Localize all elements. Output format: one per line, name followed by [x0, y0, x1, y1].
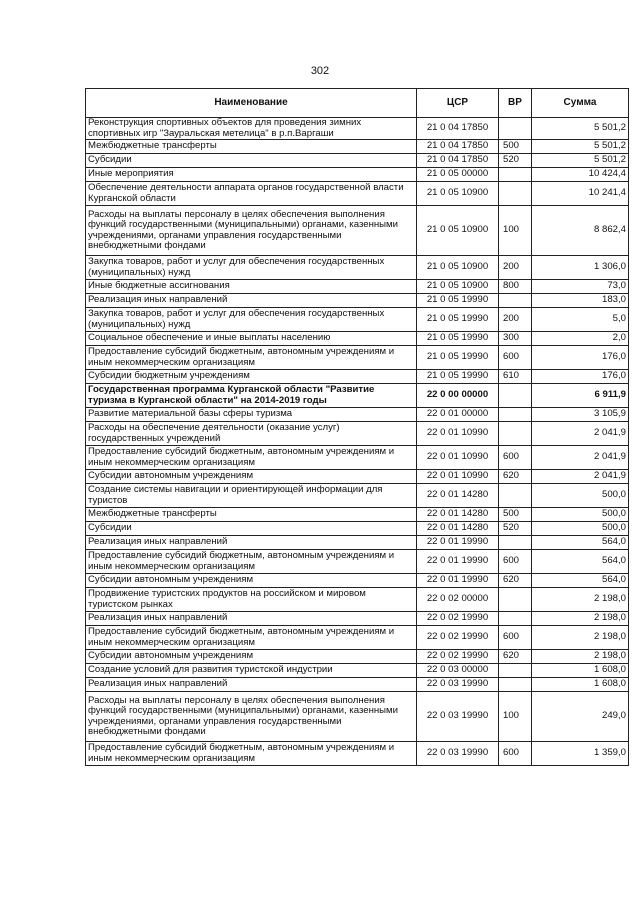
row-name: Создание системы навигации и ориентирующей информации для туристов: [86, 484, 417, 508]
row-vr: 620: [499, 650, 532, 664]
row-name: Предоставление субсидий бюджетным, автономным учреждениям и иным некоммерческим организациям: [86, 446, 417, 470]
row-vr: 600: [499, 550, 532, 574]
row-csr: 22 0 03 19990: [417, 678, 499, 692]
row-csr: 22 0 02 00000: [417, 588, 499, 612]
row-vr: [499, 678, 532, 692]
row-sum: 2 198,0: [532, 626, 629, 650]
row-csr: 21 0 05 19990: [417, 370, 499, 384]
row-sum: 2 041,9: [532, 470, 629, 484]
row-vr: 520: [499, 154, 532, 168]
row-name: Субсидии: [86, 154, 417, 168]
table-row: [86, 408, 629, 422]
row-csr: 21 0 05 19990: [417, 308, 499, 332]
row-name: Субсидии автономным учреждениям: [86, 470, 417, 484]
row-csr: 22 0 01 14280: [417, 508, 499, 522]
row-csr: 21 0 04 17850: [417, 154, 499, 168]
row-name: Развитие материальной базы сферы туризма: [86, 408, 417, 422]
row-csr: 22 0 01 19990: [417, 550, 499, 574]
row-sum: 2 198,0: [532, 612, 629, 626]
row-csr: 21 0 05 10900: [417, 206, 499, 256]
row-vr: [499, 118, 532, 140]
row-vr: [499, 384, 532, 408]
row-name: Реализация иных направлений: [86, 294, 417, 308]
table-row: [86, 422, 629, 446]
row-sum: 5,0: [532, 308, 629, 332]
row-name: Реализация иных направлений: [86, 536, 417, 550]
row-name: Субсидии автономным учреждениям: [86, 650, 417, 664]
row-sum: 2 041,9: [532, 446, 629, 470]
row-sum: 5 501,2: [532, 140, 629, 154]
table-row: [86, 742, 629, 766]
row-name: Реализация иных направлений: [86, 678, 417, 692]
row-csr: 21 0 05 00000: [417, 168, 499, 182]
row-name: Обеспечение деятельности аппарата органов государственной власти Курганской области: [86, 182, 417, 206]
row-name: Расходы на обеспечение деятельности (оказание услуг) государственных учреждений: [86, 422, 417, 446]
row-csr: 22 0 00 00000: [417, 384, 499, 408]
row-sum: 183,0: [532, 294, 629, 308]
budget-table: [85, 88, 629, 766]
row-csr: 21 0 04 17850: [417, 140, 499, 154]
row-vr: 200: [499, 256, 532, 280]
row-vr: [499, 408, 532, 422]
table-row: [86, 280, 629, 294]
row-name: Иные мероприятия: [86, 168, 417, 182]
row-sum: 564,0: [532, 536, 629, 550]
row-vr: [499, 294, 532, 308]
row-vr: 500: [499, 140, 532, 154]
table-row: [86, 446, 629, 470]
row-vr: 100: [499, 206, 532, 256]
row-csr: 22 0 03 19990: [417, 692, 499, 742]
row-vr: [499, 422, 532, 446]
row-sum: 10 241,4: [532, 182, 629, 206]
row-sum: 6 911,9: [532, 384, 629, 408]
table-row: [86, 588, 629, 612]
row-name: Предоставление субсидий бюджетным, автономным учреждениям и иным некоммерческим организациям: [86, 742, 417, 766]
header-sum: Сумма: [532, 89, 629, 118]
row-sum: 1 608,0: [532, 664, 629, 678]
row-sum: 500,0: [532, 522, 629, 536]
table-row: [86, 294, 629, 308]
table-row: [86, 692, 629, 742]
row-sum: 73,0: [532, 280, 629, 294]
row-name: Продвижение туристских продуктов на российском и мировом туристском рынках: [86, 588, 417, 612]
row-csr: 22 0 03 00000: [417, 664, 499, 678]
header-csr: ЦСР: [417, 89, 499, 118]
table-row: [86, 612, 629, 626]
row-sum: 500,0: [532, 484, 629, 508]
table-row: [86, 118, 629, 140]
table-row: [86, 470, 629, 484]
row-sum: 5 501,2: [532, 118, 629, 140]
row-name: Реализация иных направлений: [86, 612, 417, 626]
row-name: Реконструкция спортивных объектов для проведения зимних спортивных игр "Зауральская метелица" в р.п.Варгаши: [86, 118, 417, 140]
row-sum: 2 198,0: [532, 588, 629, 612]
row-name: Межбюджетные трансферты: [86, 140, 417, 154]
row-name: Субсидии автономным учреждениям: [86, 574, 417, 588]
table-row: [86, 206, 629, 256]
header-name: Наименование: [86, 89, 417, 118]
row-name: Предоставление субсидий бюджетным, автономным учреждениям и иным некоммерческим организациям: [86, 346, 417, 370]
table-row: [86, 154, 629, 168]
row-csr: 22 0 03 19990: [417, 742, 499, 766]
row-vr: [499, 536, 532, 550]
row-csr: 22 0 01 10990: [417, 446, 499, 470]
table-row: [86, 508, 629, 522]
row-sum: 5 501,2: [532, 154, 629, 168]
row-csr: 21 0 05 19990: [417, 294, 499, 308]
row-vr: [499, 168, 532, 182]
row-sum: 10 424,4: [532, 168, 629, 182]
row-sum: 3 105,9: [532, 408, 629, 422]
table-row: [86, 650, 629, 664]
row-sum: 564,0: [532, 550, 629, 574]
row-vr: 300: [499, 332, 532, 346]
row-csr: 22 0 02 19990: [417, 650, 499, 664]
row-vr: [499, 664, 532, 678]
row-vr: 200: [499, 308, 532, 332]
row-vr: 620: [499, 470, 532, 484]
row-csr: 21 0 05 19990: [417, 346, 499, 370]
row-vr: [499, 588, 532, 612]
table-row: [86, 256, 629, 280]
row-name: Субсидии: [86, 522, 417, 536]
row-name: Предоставление субсидий бюджетным, автономным учреждениям и иным некоммерческим организациям: [86, 550, 417, 574]
row-sum: 2 041,9: [532, 422, 629, 446]
row-name: Иные бюджетные ассигнования: [86, 280, 417, 294]
row-vr: [499, 484, 532, 508]
row-name: Закупка товаров, работ и услуг для обеспечения государственных (муниципальных) нужд: [86, 256, 417, 280]
table-row: [86, 384, 629, 408]
row-sum: 564,0: [532, 574, 629, 588]
row-sum: 176,0: [532, 346, 629, 370]
row-csr: 21 0 05 10900: [417, 182, 499, 206]
row-csr: 21 0 05 19990: [417, 332, 499, 346]
row-csr: 21 0 05 10900: [417, 280, 499, 294]
table-row: [86, 346, 629, 370]
row-vr: 600: [499, 446, 532, 470]
row-sum: 1 608,0: [532, 678, 629, 692]
table-row: [86, 182, 629, 206]
row-csr: 21 0 05 10900: [417, 256, 499, 280]
row-csr: 21 0 04 17850: [417, 118, 499, 140]
table-row: [86, 140, 629, 154]
table-row: [86, 678, 629, 692]
row-name: Государственная программа Курганской области "Развитие туризма в Курганской области" на 2014-2019 годы: [86, 384, 417, 408]
row-sum: 1 306,0: [532, 256, 629, 280]
row-vr: [499, 612, 532, 626]
row-vr: 600: [499, 742, 532, 766]
row-name: Создание условий для развития туристской индустрии: [86, 664, 417, 678]
row-vr: 100: [499, 692, 532, 742]
row-name: Закупка товаров, работ и услуг для обеспечения государственных (муниципальных) нужд: [86, 308, 417, 332]
row-sum: 249,0: [532, 692, 629, 742]
table-row: [86, 308, 629, 332]
table-row: [86, 626, 629, 650]
row-csr: 22 0 01 19990: [417, 574, 499, 588]
row-vr: 620: [499, 574, 532, 588]
budget-table-container: [85, 88, 628, 766]
row-vr: 600: [499, 626, 532, 650]
table-row: [86, 370, 629, 384]
row-csr: 22 0 01 19990: [417, 536, 499, 550]
table-row: [86, 664, 629, 678]
table-row: [86, 536, 629, 550]
row-vr: [499, 182, 532, 206]
page-number: 302: [310, 65, 330, 77]
row-name: Расходы на выплаты персоналу в целях обеспечения выполнения функций государственными (муниципальными) органами, казенными учреждениями, органами управления государственными внебюджетными фондами: [86, 692, 417, 742]
row-sum: 1 359,0: [532, 742, 629, 766]
header-vr: ВР: [499, 89, 532, 118]
row-csr: 22 0 01 00000: [417, 408, 499, 422]
row-vr: 800: [499, 280, 532, 294]
table-header-row: [86, 89, 629, 118]
row-vr: 520: [499, 522, 532, 536]
row-sum: 8 862,4: [532, 206, 629, 256]
row-sum: 176,0: [532, 370, 629, 384]
row-name: Субсидии бюджетным учреждениям: [86, 370, 417, 384]
row-csr: 22 0 01 10990: [417, 422, 499, 446]
row-csr: 22 0 01 10990: [417, 470, 499, 484]
table-row: [86, 484, 629, 508]
table-body: [86, 118, 629, 766]
row-csr: 22 0 01 14280: [417, 484, 499, 508]
row-vr: 610: [499, 370, 532, 384]
row-sum: 2 198,0: [532, 650, 629, 664]
row-sum: 2,0: [532, 332, 629, 346]
table-row: [86, 550, 629, 574]
row-name: Предоставление субсидий бюджетным, автономным учреждениям и иным некоммерческим организациям: [86, 626, 417, 650]
row-name: Расходы на выплаты персоналу в целях обеспечения выполнения функций государственными (муниципальными) органами, казенными учреждениями, органами управления государственными внебюджетными фондами: [86, 206, 417, 256]
table-row: [86, 332, 629, 346]
row-sum: 500,0: [532, 508, 629, 522]
row-name: Социальное обеспечение и иные выплаты населению: [86, 332, 417, 346]
table-row: [86, 574, 629, 588]
row-name: Межбюджетные трансферты: [86, 508, 417, 522]
row-csr: 22 0 01 14280: [417, 522, 499, 536]
row-csr: 22 0 02 19990: [417, 612, 499, 626]
row-vr: 600: [499, 346, 532, 370]
row-csr: 22 0 02 19990: [417, 626, 499, 650]
table-row: [86, 522, 629, 536]
table-row: [86, 168, 629, 182]
row-vr: 500: [499, 508, 532, 522]
